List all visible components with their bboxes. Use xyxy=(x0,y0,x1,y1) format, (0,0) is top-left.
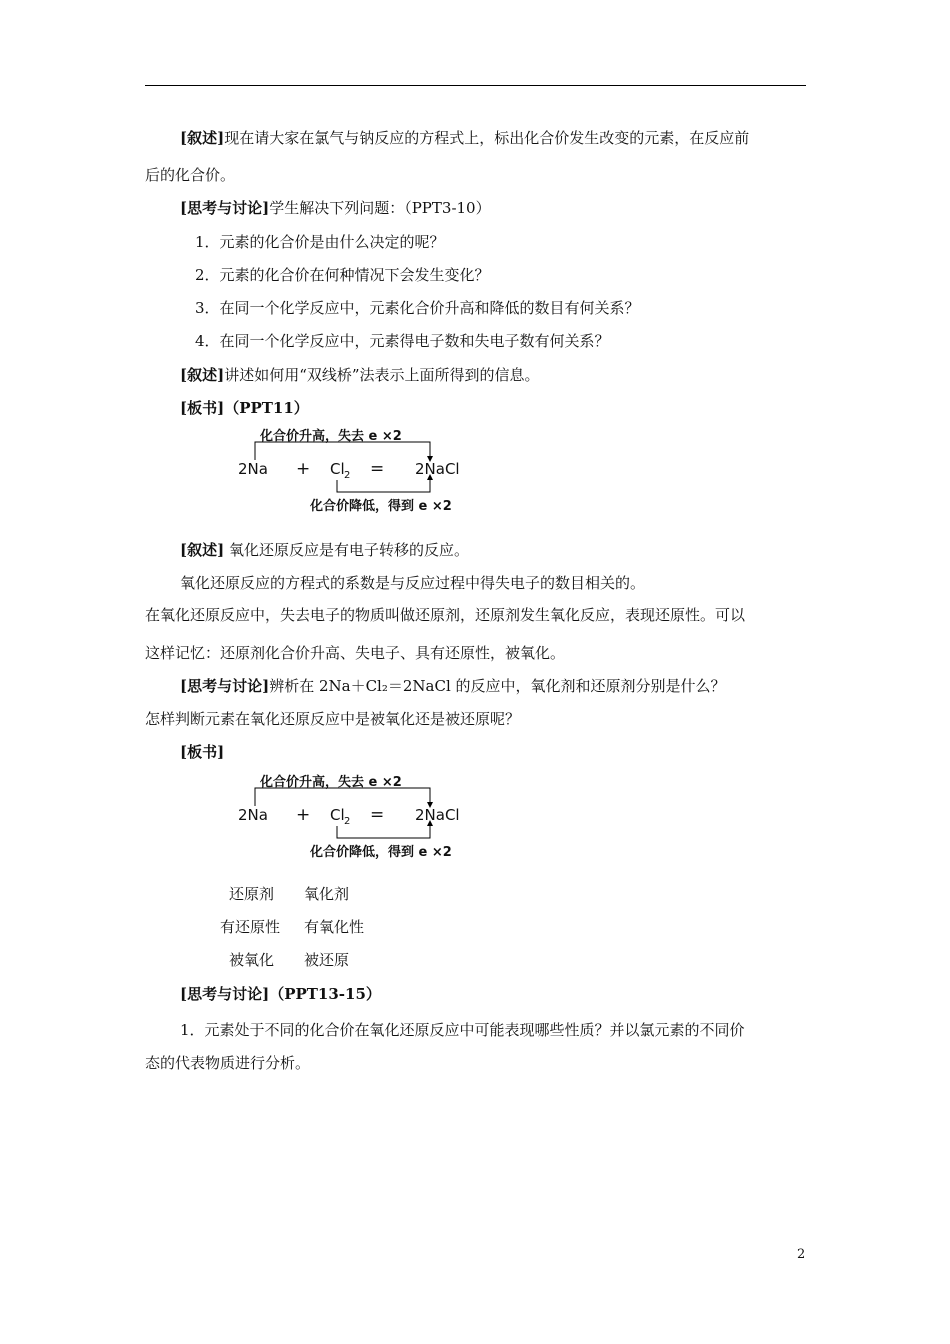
question-3: 3．在同一个化学反应中，元素化合价升高和降低的数目有何关系？ xyxy=(195,299,640,317)
reduction-label: 化合价降低，得到 e ×2 xyxy=(310,499,452,514)
reactant-cl: Cl xyxy=(330,460,345,478)
table-cell: 氧化剂 xyxy=(304,885,350,903)
paragraph-13: 1．元素处于不同的化合价在氧化还原反应中可能表现哪些性质？并以氯元素的不同价 xyxy=(180,1021,745,1039)
question-4: 4．在同一个化学反应中，元素得电子数和失电子数有何关系？ xyxy=(195,332,610,350)
equals-sign: = xyxy=(370,805,385,825)
product-nacl: 2NaCl xyxy=(415,460,460,478)
oxidation-label: 化合价升高，失去 e ×2 xyxy=(260,775,402,790)
cl-subscript: 2 xyxy=(344,816,351,827)
plus-sign: + xyxy=(296,805,311,825)
paragraph-narration-3: [叙述] 氧化还原反应是有电子转移的反应。 xyxy=(180,541,469,559)
paragraph-board-2: [板书] xyxy=(180,743,225,761)
double-bridge-diagram-1 xyxy=(230,422,500,518)
double-bridge-diagram-2 xyxy=(230,768,500,864)
question-2: 2．元素的化合价在何种情况下会发生变化？ xyxy=(195,266,490,284)
paragraph-10: 怎样判断元素在氧化还原反应中是被氧化还是被还原呢？ xyxy=(145,710,521,728)
paragraph-narration-1: [叙述]现在请大家在氯气与钠反应的方程式上，标出化合价发生改变的元素，在反应前 xyxy=(180,129,750,147)
paragraph-board-1: [板书]（PPT11） xyxy=(180,399,309,417)
table-cell: 有还原性 xyxy=(220,918,281,936)
table-cell: 还原剂 xyxy=(229,885,275,903)
paragraph-narration-2: [叙述]讲述如何用“双线桥”法表示上面所得到的信息。 xyxy=(180,366,540,384)
paragraph-discussion-1: [思考与讨论]学生解决下列问题：（PPT3-10） xyxy=(180,199,491,217)
paragraph-narration-1-cont: 后的化合价。 xyxy=(145,166,236,184)
paragraph-8: 这样记忆：还原剂化合价升高、失电子、具有还原性，被氧化。 xyxy=(145,644,566,662)
table-cell: 有氧化性 xyxy=(304,918,365,936)
equals-sign: = xyxy=(370,459,385,479)
paragraph-7: 在氧化还原反应中，失去电子的物质叫做还原剂，还原剂发生氧化反应，表现还原性。可以 xyxy=(145,606,746,624)
question-1: 1．元素的化合价是由什么决定的呢？ xyxy=(195,233,445,251)
reactant-na: 2Na xyxy=(238,460,268,478)
reactant-cl: Cl xyxy=(330,806,345,824)
product-nacl: 2NaCl xyxy=(415,806,460,824)
table-cell: 被氧化 xyxy=(229,951,275,969)
header-rule xyxy=(145,85,806,86)
paragraph-discussion-3: [思考与讨论]（PPT13-15） xyxy=(180,985,381,1003)
paragraph-6: 氧化还原反应的方程式的系数是与反应过程中得失电子的数目相关的。 xyxy=(180,574,646,592)
reduction-label: 化合价降低，得到 e ×2 xyxy=(310,845,452,860)
page-number: 2 xyxy=(797,1247,806,1262)
cl-subscript: 2 xyxy=(344,470,351,481)
paragraph-14: 态的代表物质进行分析。 xyxy=(145,1054,311,1072)
oxidation-label: 化合价升高，失去 e ×2 xyxy=(260,429,402,444)
paragraph-discussion-2: [思考与讨论]辨析在 2Na＋Cl₂＝2NaCl 的反应中，氧化剂和还原剂分别是什么？ xyxy=(180,677,726,695)
reactant-na: 2Na xyxy=(238,806,268,824)
plus-sign: + xyxy=(296,459,311,479)
table-cell: 被还原 xyxy=(304,951,350,969)
